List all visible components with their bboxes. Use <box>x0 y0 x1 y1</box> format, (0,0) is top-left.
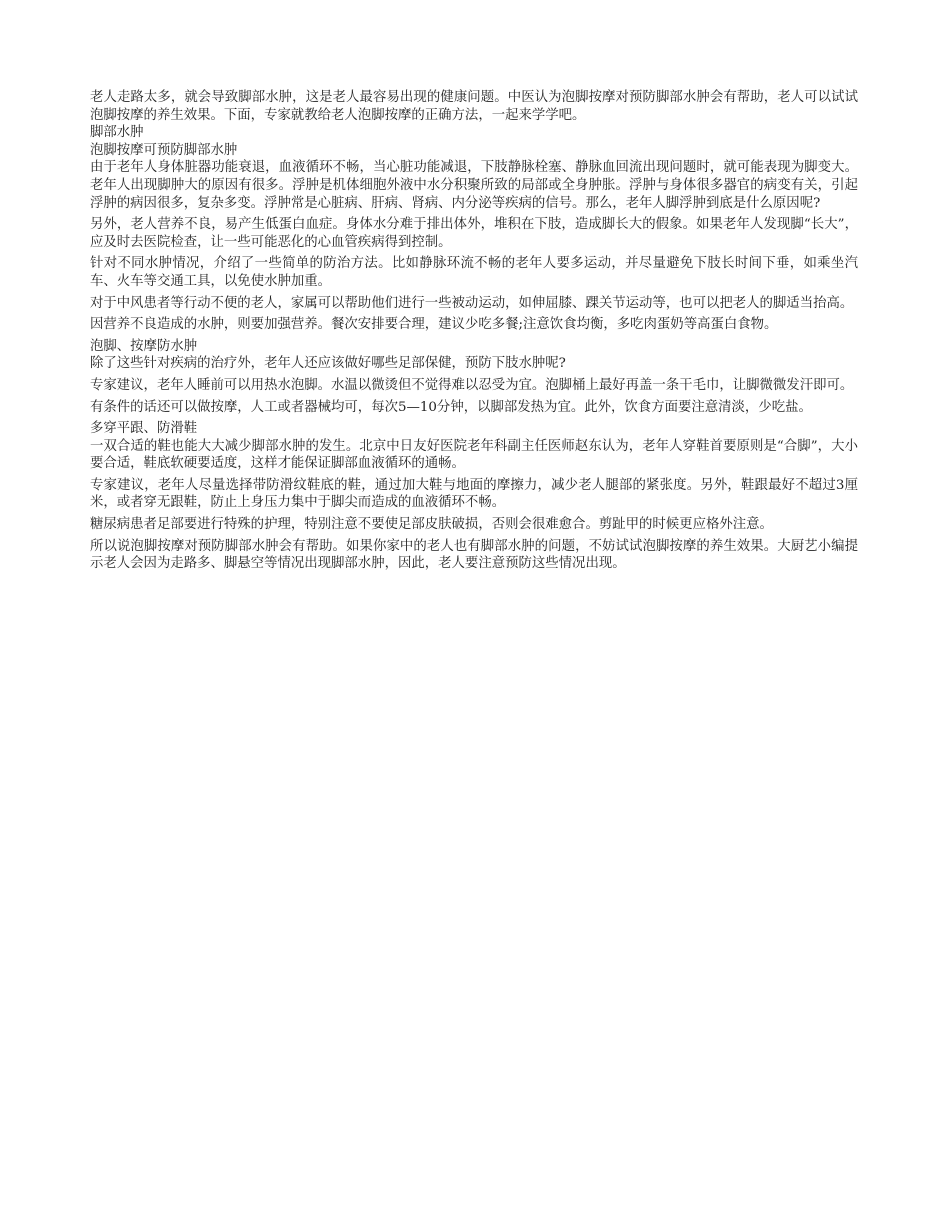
section-heading-prevention: 泡脚按摩可预防脚部水肿 <box>90 142 238 158</box>
paragraph-non-slip-shoes: 专家建议，老年人尽量选择带防滑纹鞋底的鞋，通过加大鞋与地面的摩擦力，减少老人腿部的紧张度。另外，鞋跟最好不超过3厘米，或者穿无跟鞋，防止上身压力集中于脚尖而造成的血液循环不畅。 <box>90 477 858 511</box>
section-heading-soak-massage: 泡脚、按摩防水肿 <box>90 338 198 354</box>
paragraph-stroke-patients: 对于中风患者等行动不便的老人，家属可以帮助他们进行一些被动运动，如伸屈膝、踝关节运动等，也可以把老人的脚适当抬高。 <box>90 295 854 311</box>
section-heading-shoes: 多穿平跟、防滑鞋 <box>90 421 198 437</box>
section-heading-edema: 脚部水肿 <box>90 125 144 141</box>
paragraph-conclusion: 所以说泡脚按摩对预防脚部水肿会有帮助。如果你家中的老人也有脚部水肿的问题，不妨试试泡脚按摩的养生效果。大厨艺小编提示老人会因为走路多、脚悬空等情况出现脚部水肿，因此，老人要注意预防这些情况出现。 <box>90 538 858 572</box>
paragraph-fitting-shoes: 一双合适的鞋也能大大减少脚部水肿的发生。北京中日友好医院老年科副主任医师赵东认为，老年人穿鞋首要原则是“合脚”，大小要合适，鞋底软硬要适度，这样才能保证脚部血液循环的通畅。 <box>90 438 858 472</box>
paragraph-causes: 由于老年人身体脏器功能衰退，血液循环不畅，当心脏功能减退，下肢静脉栓塞、静脉血回流出现问题时，就可能表现为脚变大。老年人出现脚肿大的原因有很多。浮肿是机体细胞外液中水分积聚所致的局部或全身肿胀。浮肿与身体很多器官的病变有关，引起浮肿的病因很多，复杂多变。浮肿常是心脏病、肝病、肾病、内分泌等疾病的信号。那么，老年人脚浮肿到底是什么原因呢? <box>90 160 858 211</box>
intro-paragraph: 老人走路太多，就会导致脚部水肿，这是老人最容易出现的健康问题。中医认为泡脚按摩对预防脚部水肿会有帮助，老人可以试试泡脚按摩的养生效果。下面，专家就教给老人泡脚按摩的正确方法，一起来学学吧。 <box>90 90 858 123</box>
paragraph-massage: 有条件的话还可以做按摩，人工或者器械均可，每次5—10分钟，以脚部发热为宜。此外，饮食方面要注意清淡，少吃盐。 <box>90 399 812 415</box>
article-body <box>90 89 858 573</box>
paragraph-methods: 针对不同水肿情况，介绍了一些简单的防治方法。比如静脉环流不畅的老年人要多运动，并尽量避免下肢长时间下垂，如乘坐汽车、火车等交通工具，以免使水肿加重。 <box>90 256 858 289</box>
paragraph-diabetes: 糖尿病患者足部要进行特殊的护理，特别注意不要使足部皮肤破损，否则会很难愈合。剪趾甲的时候更应格外注意。 <box>90 517 773 533</box>
paragraph-foot-soak: 专家建议，老年人睡前可以用热水泡脚。水温以微烫但不觉得难以忍受为宜。泡脚桶上最好再盖一条干毛巾，让脚微微发汗即可。 <box>90 377 854 393</box>
paragraph-diet: 因营养不良造成的水肿，则要加强营养。餐次安排要合理，建议少吃多餐;注意饮食均衡，多吃肉蛋奶等高蛋白食物。 <box>90 317 778 333</box>
paragraph-foot-care-question: 除了这些针对疾病的治疗外，老年人还应该做好哪些足部保健，预防下肢水肿呢? <box>90 356 566 372</box>
paragraph-nutrition: 另外，老人营养不良，易产生低蛋白血症。身体水分难于排出体外，堆积在下肢，造成脚长大的假象。如果老年人发现脚“长大”，应及时去医院检查，让一些可能恶化的心血管疾病得到控制。 <box>90 217 858 250</box>
